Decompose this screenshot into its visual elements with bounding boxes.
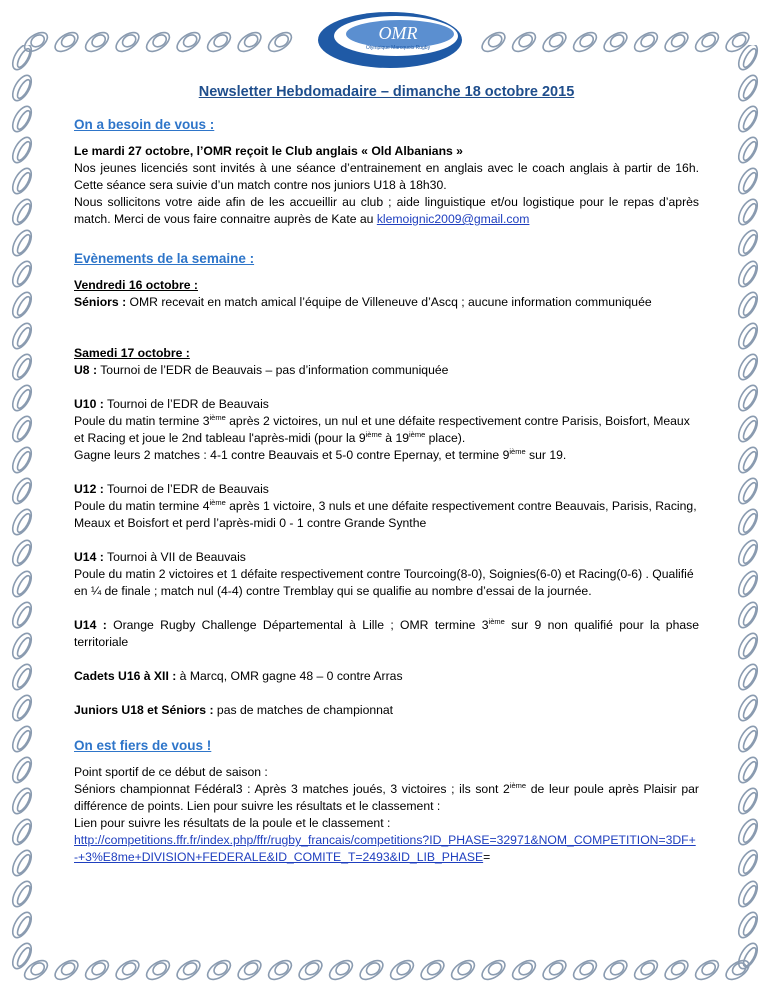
- border-loop-inner: [151, 960, 169, 977]
- border-loop: [735, 413, 761, 444]
- border-loop-inner: [334, 960, 352, 977]
- border-loop: [9, 506, 35, 537]
- newsletter-body: [74, 84, 699, 866]
- border-loop: [113, 957, 142, 983]
- border-loop: [9, 444, 35, 475]
- border-loop: [235, 957, 264, 983]
- event-paragraph-2-text: Nous sollicitons votre aide afin de les accueillir au club ; aide linguistique et/ou logistique pour le repas d’après match. Merci de vous faire connaitre auprès de Kate au: [74, 195, 699, 226]
- contact-email-link[interactable]: klemoignic2009@gmail.com: [376, 212, 530, 226]
- season-intro: Point sportif de ce début de saison :: [74, 765, 268, 779]
- border-loop: [9, 754, 35, 785]
- u14b-texta: Orange Rugby Challenge Départemental à Lille ; OMR termine 3: [106, 618, 489, 632]
- border-loop: [735, 847, 761, 878]
- u10-line3a: Gagne leurs 2 matches : 4-1 contre Beauvais et 5-0 contre Epernay, et termine 9: [74, 448, 510, 462]
- border-loop-inner: [90, 32, 108, 49]
- border-loop: [9, 723, 35, 754]
- saturday-date: Samedi 17 octobre :: [74, 346, 190, 360]
- event-paragraph-1: Nos jeunes licenciés sont invités à une séance d’entrainement en anglais avec le coach anglais à partir de 16h. Cette séance sera suivie d’un match contre nos juniors U18 à 18h30.: [74, 161, 699, 192]
- border-loop-inner: [608, 32, 626, 49]
- border-loop: [9, 165, 35, 196]
- border-loop: [509, 29, 538, 55]
- juniors-block: [74, 702, 699, 719]
- border-loop: [735, 723, 761, 754]
- border-loop: [735, 537, 761, 568]
- border-loop: [540, 957, 569, 983]
- u12-line2: [74, 498, 699, 532]
- border-loop: [570, 29, 599, 55]
- section-heading-proud: On est fiers de vous !: [74, 738, 212, 753]
- border-loop: [735, 568, 761, 599]
- border-loop: [479, 957, 508, 983]
- seniors-standing: [74, 781, 699, 815]
- border-loop-inner: [425, 960, 443, 977]
- border-loop: [735, 258, 761, 289]
- border-loop-inner: [547, 960, 565, 977]
- border-loop: [735, 878, 761, 909]
- border-loop-inner: [59, 32, 77, 49]
- border-loop: [9, 45, 35, 73]
- border-loop: [735, 165, 761, 196]
- border-loop: [418, 957, 447, 983]
- u8-result: [74, 362, 699, 379]
- border-loop: [9, 599, 35, 630]
- border-loop-inner: [59, 960, 77, 977]
- border-loop: [82, 29, 111, 55]
- border-loop-inner: [273, 32, 291, 49]
- border-loop: [9, 661, 35, 692]
- border-loop: [735, 630, 761, 661]
- border-loop: [9, 785, 35, 816]
- border-loop: [735, 444, 761, 475]
- border-loop: [113, 29, 142, 55]
- border-loop: [662, 957, 691, 983]
- border-loop: [9, 630, 35, 661]
- border-loop: [735, 103, 761, 134]
- u10-line2b: après 2 victoires, un nul et une défaite respectivement contre Parisis, Boisfort, Meaux et Racing et joue le 2nd tableau l'après-midi (pour la 9: [74, 414, 690, 445]
- border-loop: [735, 320, 761, 351]
- border-loop-inner: [608, 960, 626, 977]
- border-loop: [735, 382, 761, 413]
- border-loop-inner: [486, 32, 504, 49]
- border-loop: [9, 351, 35, 382]
- u10-line2: [74, 413, 699, 447]
- border-loop: [9, 289, 35, 320]
- u12-block: [74, 481, 699, 532]
- border-loop: [82, 957, 111, 983]
- border-loop-inner: [120, 32, 138, 49]
- cadets-text: à Marcq, OMR gagne 48 – 0 contre Arras: [176, 669, 403, 683]
- border-loop: [601, 957, 630, 983]
- border-loop: [631, 957, 660, 983]
- border-loop-inner: [364, 960, 382, 977]
- border-loop-inner: [486, 960, 504, 977]
- decorative-border-bottom: [22, 950, 752, 990]
- border-loop: [143, 29, 172, 55]
- border-loop: [296, 957, 325, 983]
- border-loop: [479, 29, 508, 55]
- u8-text: Tournoi de l’EDR de Beauvais – pas d’information communiquée: [97, 363, 449, 377]
- border-loop-inner: [669, 32, 687, 49]
- border-loop-inner: [242, 32, 260, 49]
- friday-seniors-label: Séniors :: [74, 295, 127, 309]
- border-loop-inner: [181, 960, 199, 977]
- border-loop: [326, 957, 355, 983]
- u10-sup2: ième: [365, 429, 382, 439]
- border-loop: [9, 413, 35, 444]
- border-loop: [540, 29, 569, 55]
- border-loop: [735, 134, 761, 165]
- border-loop: [9, 320, 35, 351]
- results-link-intro: Lien pour suivre les résultats de la poule et le classement :: [74, 816, 391, 830]
- border-loop: [9, 382, 35, 413]
- border-loop: [9, 72, 35, 103]
- border-loop: [235, 29, 264, 55]
- border-loop-inner: [395, 960, 413, 977]
- border-loop: [631, 29, 660, 55]
- u14-tournament-block: [74, 549, 699, 600]
- border-loop: [448, 957, 477, 983]
- logo-text: OMR: [378, 23, 418, 43]
- border-loop-inner: [669, 960, 687, 977]
- u10-line2a: Poule du matin termine 3: [74, 414, 210, 428]
- border-loop-inner: [242, 960, 260, 977]
- border-loop-inner: [212, 960, 230, 977]
- u12-line2a: Poule du matin termine 4: [74, 499, 210, 513]
- border-loop: [735, 351, 761, 382]
- seniors-standing-b: de leur poule après Plaisir par différence de points. Lien pour suivre les résultats et le classement :: [74, 782, 699, 813]
- border-loop: [692, 957, 721, 983]
- results-link-line: [74, 832, 699, 866]
- border-loop: [9, 227, 35, 258]
- u10-label: U10 :: [74, 397, 104, 411]
- border-loop: [662, 29, 691, 55]
- omr-logo: [300, 4, 480, 74]
- border-loop-inner: [700, 960, 718, 977]
- border-loop: [265, 957, 294, 983]
- border-loop: [9, 692, 35, 723]
- border-loop-inner: [181, 32, 199, 49]
- border-loop-inner: [456, 960, 474, 977]
- border-loop-inner: [90, 960, 108, 977]
- border-loop: [9, 258, 35, 289]
- border-loop: [735, 754, 761, 785]
- u14a-line1: Tournoi à VII de Beauvais: [103, 550, 246, 564]
- u10-line3: [74, 447, 699, 464]
- u14a-label: U14 :: [74, 550, 104, 564]
- border-loop: [735, 506, 761, 537]
- logo-subtext: Olympique Marcquois Rugby: [365, 45, 431, 51]
- border-loop: [735, 816, 761, 847]
- border-loop: [735, 227, 761, 258]
- border-loop: [174, 29, 203, 55]
- border-loop: [735, 909, 761, 940]
- border-loop-inner: [517, 32, 535, 49]
- border-loop: [9, 847, 35, 878]
- border-loop: [735, 661, 761, 692]
- cadets-label: Cadets U16 à XII :: [74, 669, 177, 683]
- u10-line2c: à 19: [381, 431, 409, 445]
- border-loop: [204, 29, 233, 55]
- results-link-tail: =: [483, 850, 491, 864]
- seniors-standing-a: Séniors championnat Fédéral3 : Après 3 matches joués, 3 victoires ; ils sont 2: [74, 782, 510, 796]
- border-loop: [9, 816, 35, 847]
- cadets-block: [74, 668, 699, 685]
- decorative-border-right: [728, 45, 768, 980]
- friday-seniors-text: OMR recevait en match amical l’équipe de Villeneuve d’Ascq ; aucune information communiquée: [126, 295, 652, 309]
- friday-date: Vendredi 16 octobre :: [74, 278, 198, 292]
- border-loop-inner: [120, 960, 138, 977]
- friday-seniors: [74, 294, 699, 311]
- border-loop: [174, 957, 203, 983]
- border-loop: [9, 537, 35, 568]
- border-loop: [52, 957, 81, 983]
- border-loop: [204, 957, 233, 983]
- u12-label: U12 :: [74, 482, 104, 496]
- border-loop: [9, 134, 35, 165]
- decorative-border-left: [2, 45, 42, 980]
- u14b-sup1: ième: [488, 616, 505, 626]
- border-loop: [387, 957, 416, 983]
- results-link[interactable]: http://competitions.ffr.fr/index.php/ffr/rugby_francais/competitions?ID_PHASE=32971&NOM_COMPETITION=3DF+-+3%E8me+DIVISION+FEDERALE&ID_COMITE_T=2493&ID_LIB_PHASE: [74, 833, 696, 864]
- border-loop-inner: [517, 960, 535, 977]
- border-loop: [735, 72, 761, 103]
- u14a-line2: Poule du matin 2 victoires et 1 défaite respectivement contre Tourcoing(8-0), Soignies(6-0) et Racing(0-6) . Qualifié en ¼ de finale ; match nul (4-4) contre Tremblay qui se qualifie au nombre d’essai de la journée.: [74, 567, 694, 598]
- border-loop: [735, 45, 761, 73]
- border-loop: [735, 196, 761, 227]
- newsletter-title: Newsletter Hebdomadaire – dimanche 18 octobre 2015: [198, 84, 575, 100]
- border-loop-inner: [212, 32, 230, 49]
- u10-sup4: ième: [509, 446, 526, 456]
- border-loop-inner: [547, 32, 565, 49]
- border-loop: [692, 29, 721, 55]
- event-paragraph-2: [74, 194, 699, 228]
- border-loop: [143, 957, 172, 983]
- border-loop: [735, 692, 761, 723]
- border-loop-inner: [639, 960, 657, 977]
- border-loop: [9, 196, 35, 227]
- border-loop: [9, 909, 35, 940]
- border-loop-inner: [578, 32, 596, 49]
- border-loop-inner: [700, 32, 718, 49]
- border-loop: [735, 475, 761, 506]
- u12-line2b: après 1 victoire, 3 nuls et une défaite respectivement contre Beauvais, Parisis, Racing, Meaux et Boisfort et perd l’après-midi 0 - 1 contre Grande Synthe: [74, 499, 697, 530]
- border-loop-inner: [273, 960, 291, 977]
- border-loop-inner: [578, 960, 596, 977]
- border-loop: [735, 785, 761, 816]
- u14b-textb: sur 9 non qualifié pour la phase territoriale: [74, 618, 700, 649]
- u10-line1: Tournoi de l’EDR de Beauvais: [103, 397, 269, 411]
- saturday-block: [74, 345, 699, 379]
- section-heading-need-you: On a besoin de vous :: [74, 117, 215, 132]
- border-loop: [735, 599, 761, 630]
- border-loop-inner: [639, 32, 657, 49]
- border-loop: [735, 289, 761, 320]
- border-loop: [570, 957, 599, 983]
- juniors-label: Juniors U18 et Séniors :: [74, 703, 214, 717]
- u12-line1: Tournoi de l’EDR de Beauvais: [103, 482, 269, 496]
- u14-challenge-block: [74, 617, 699, 651]
- u10-block: [74, 396, 699, 464]
- border-loop: [735, 940, 761, 971]
- border-loop: [509, 957, 538, 983]
- u12-sup1: ième: [209, 497, 226, 507]
- friday-block: [74, 277, 699, 311]
- u10-sup3: ième: [409, 429, 426, 439]
- border-loop: [9, 878, 35, 909]
- border-loop: [9, 475, 35, 506]
- u14b-label: U14 :: [74, 618, 107, 632]
- section-heading-events: Evènements de la semaine :: [74, 251, 255, 266]
- border-loop: [601, 29, 630, 55]
- border-loop-inner: [303, 960, 321, 977]
- border-loop: [357, 957, 386, 983]
- seniors-standing-sup: ième: [509, 780, 527, 790]
- border-loop-inner: [151, 32, 169, 49]
- u10-line2d: place).: [425, 431, 466, 445]
- u10-sup1: ième: [209, 412, 226, 422]
- u10-line3b: sur 19.: [525, 448, 567, 462]
- u8-label: U8 :: [74, 363, 98, 377]
- juniors-text: pas de matches de championnat: [213, 703, 394, 717]
- border-loop: [9, 940, 35, 971]
- border-loop: [9, 568, 35, 599]
- border-loop: [9, 103, 35, 134]
- event-lead: Le mardi 27 octobre, l’OMR reçoit le Club anglais « Old Albanians »: [74, 144, 463, 158]
- border-loop: [52, 29, 81, 55]
- border-loop: [265, 29, 294, 55]
